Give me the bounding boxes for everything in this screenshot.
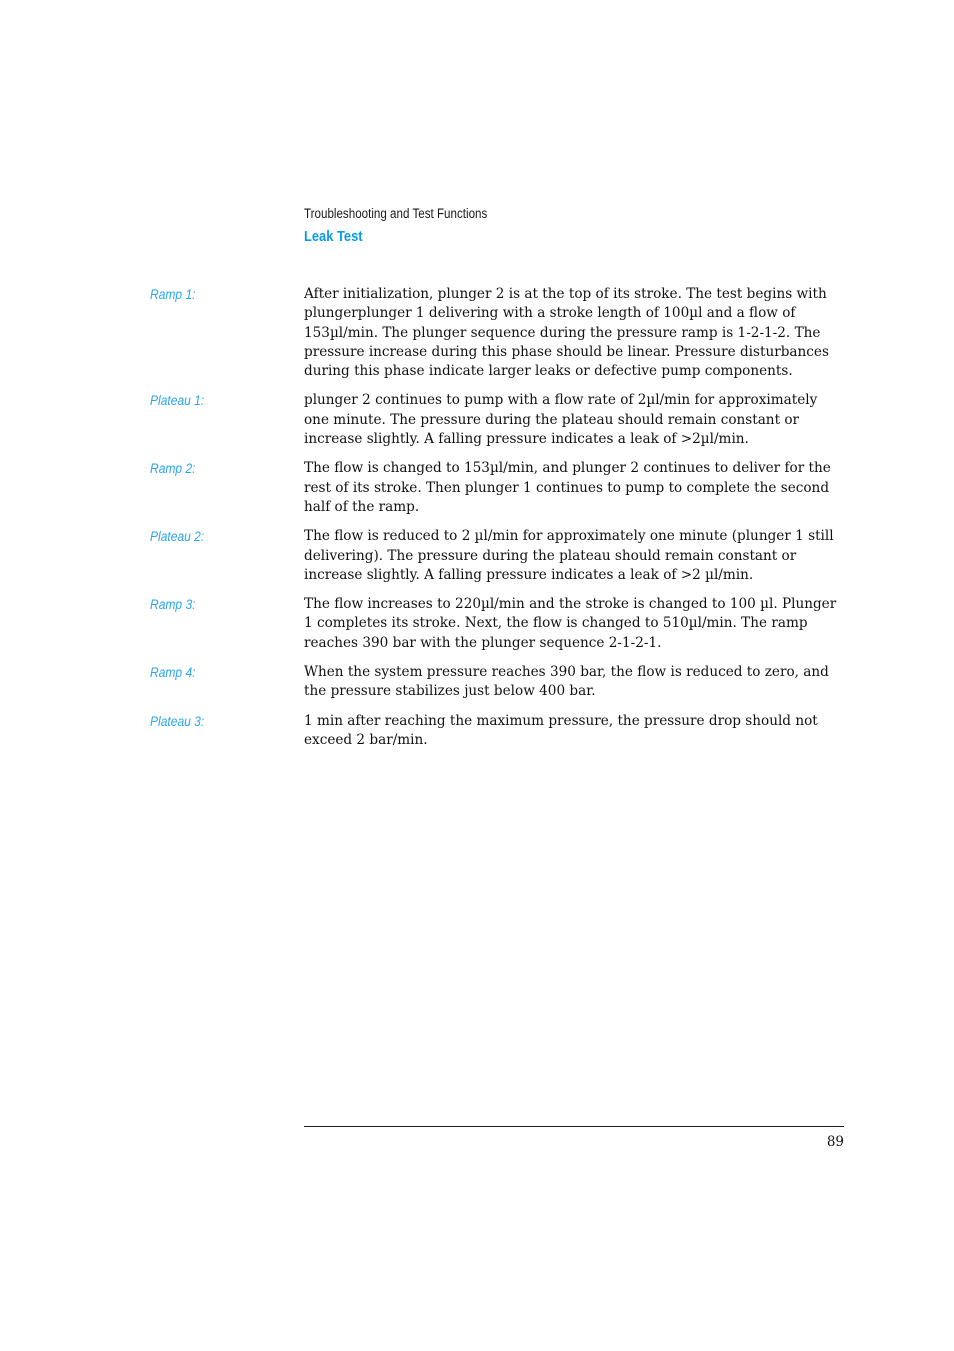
definition-row-ramp-4 xyxy=(150,663,850,702)
definition-row-ramp-1 xyxy=(150,285,850,381)
term-description: The flow increases to 220µl/min and the stroke is changed to 100 µl. Plunger 1 completes its stroke. Next, the flow is changed to 510µl/min. The ramp reaches 390 bar with the plunger sequence 2-1-2-1. xyxy=(304,596,837,651)
term-description: plunger 2 continues to pump with a flow rate of 2µl/min for approximately one minute. The pressure during the plateau should remain constant or increase slightly. A falling pressure indicates a leak of >2µl/min. xyxy=(304,392,818,448)
definition-row-plateau-3 xyxy=(150,712,850,751)
term-label: Ramp 3: xyxy=(150,596,196,613)
definition-row-ramp-3 xyxy=(150,595,850,653)
term-label: Ramp 2: xyxy=(150,460,196,477)
definition-list xyxy=(150,285,850,760)
subsection-title: Leak Test xyxy=(304,228,363,245)
term-description: The flow is reduced to 2 µl/min for approximately one minute (plunger 1 still delivering). The pressure during the plateau should remain constant or increase slightly. A falling pressure indicates a leak of >2 µl/min. xyxy=(304,528,834,583)
definition-row-ramp-2 xyxy=(150,459,850,517)
term-description: 1 min after reaching the maximum pressure, the pressure drop should not exceed 2 bar/min. xyxy=(304,712,818,748)
footer-divider xyxy=(304,1126,844,1127)
page-header xyxy=(304,204,844,248)
term-description: After initialization, plunger 2 is at the top of its stroke. The test begins with plungerplunger 1 delivering with a stroke length of 100µl and a flow of 153µl/min. The plunger sequence during the pressure ramp is 1-2-1-2. The pressure increase during this phase should be linear. Pressure disturbances during this phase indicate larger leaks or defective pump components. xyxy=(304,286,829,380)
term-label: Plateau 1: xyxy=(150,392,205,409)
term-description: When the system pressure reaches 390 bar, the flow is reduced to zero, and the pressure stabilizes just below 400 bar. xyxy=(304,664,829,700)
definition-row-plateau-2 xyxy=(150,527,850,585)
term-label: Plateau 2: xyxy=(150,528,205,545)
term-label: Ramp 4: xyxy=(150,664,196,681)
definition-row-plateau-1 xyxy=(150,391,850,449)
term-description: The flow is changed to 153µl/min, and plunger 2 continues to deliver for the rest of its stroke. Then plunger 1 continues to pump to complete the second half of the ramp. xyxy=(304,460,831,515)
term-label: Ramp 1: xyxy=(150,286,196,302)
section-title: Troubleshooting and Test Functions xyxy=(304,206,488,221)
page-number: 89 xyxy=(826,1134,844,1150)
term-label: Plateau 3: xyxy=(150,712,205,729)
